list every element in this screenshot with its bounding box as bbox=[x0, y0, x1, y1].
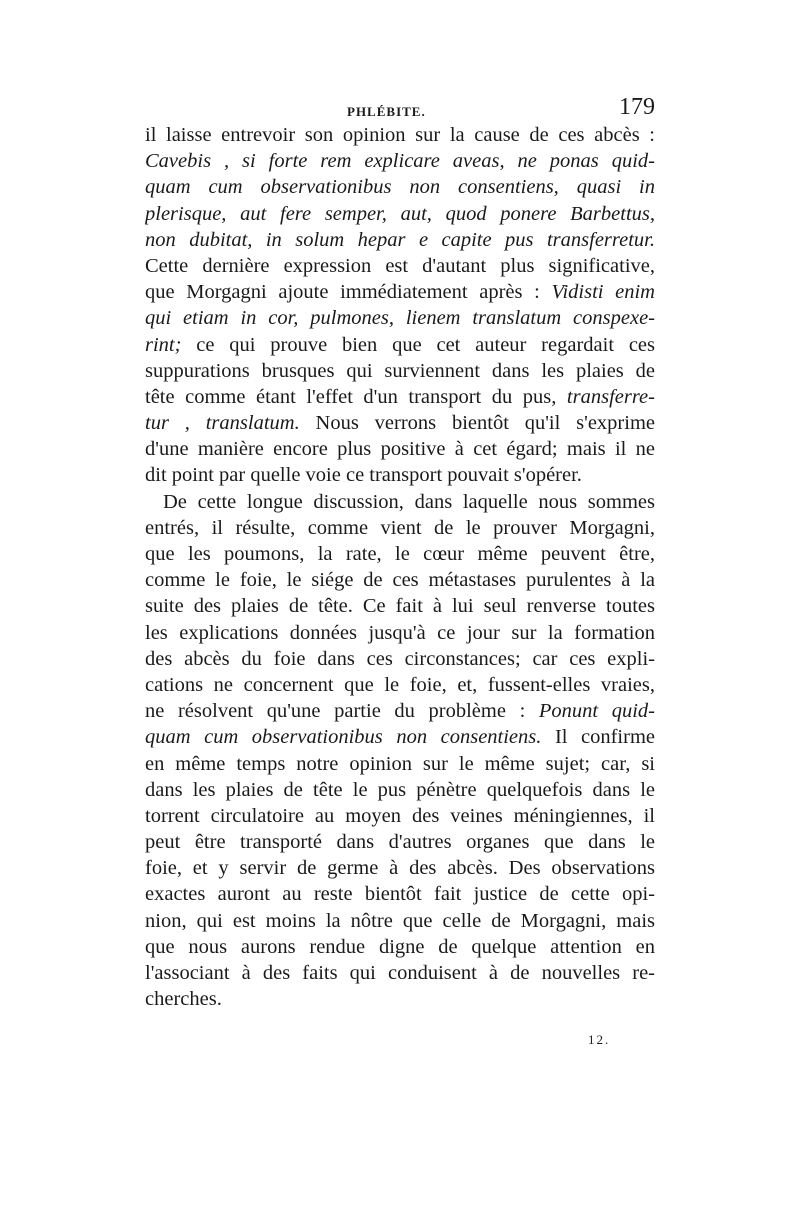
italic-text: non dubitat, in solum hepar e capite pus transferretur. bbox=[145, 228, 655, 251]
text-line: des abcès du foie dans ces circonstances; car ces expli- bbox=[145, 647, 655, 670]
text-line: torrent circulatoire au moyen des veines méningiennes, il bbox=[145, 804, 655, 827]
text-line: suppurations brusques qui surviennent dans les plaies de bbox=[145, 359, 655, 382]
text-line: cations ne concernent que le foie, et, fussent-elles vraies, bbox=[145, 673, 655, 696]
italic-text: rint; bbox=[145, 333, 182, 356]
text-line: exactes auront au reste bientôt fait justice de cette opi- bbox=[145, 883, 655, 906]
text-line bbox=[145, 305, 655, 331]
text-line: que les poumons, la rate, le cœur même peuvent être, bbox=[145, 543, 655, 565]
text-line bbox=[145, 227, 655, 253]
text-line: rint; ce qui prouve bien que cet auteur regardait ces bbox=[145, 333, 655, 356]
text-line: De cette longue discussion, dans laquelle nous sommes bbox=[163, 490, 655, 513]
text-line: dit point par quelle voie ce transport pouvait s'opérer. bbox=[145, 464, 582, 487]
italic-text: Ponunt quid- bbox=[538, 700, 655, 723]
body-text bbox=[145, 122, 655, 1012]
text-line bbox=[145, 174, 655, 200]
text-line bbox=[145, 201, 655, 227]
text-line: foie, et y servir de germe à des abcès. Des observations bbox=[145, 857, 655, 880]
text-line: suite des plaies de tête. Ce fait à lui seul renverse toutes bbox=[145, 595, 655, 618]
italic-text: tur , translatum. bbox=[145, 412, 300, 435]
text-line: les explications données jusqu'à ce jour sur la formation bbox=[145, 621, 655, 644]
signature-mark: 12. bbox=[588, 1032, 611, 1047]
text-line: comme le foie, le siége de ces métastases purulentes à la bbox=[145, 569, 655, 592]
italic-text: Vidisti enim bbox=[551, 281, 655, 304]
italic-text: qui etiam in cor, pulmones, lienem translatum conspexe- bbox=[145, 307, 655, 330]
text-line bbox=[145, 148, 655, 174]
text-line: nion, qui est moins la nôtre que celle de Morgagni, mais bbox=[145, 909, 655, 932]
text-line: ne résolvent qu'une partie du problème : Ponunt quid- bbox=[145, 700, 655, 723]
text-line: dans les plaies de tête le pus pénètre quelquefois dans le bbox=[145, 778, 655, 801]
text-line: que Morgagni ajoute immédiatement après : Vidisti enim bbox=[145, 281, 655, 304]
text-line: cherches. bbox=[145, 988, 222, 1011]
text-line: d'une manière encore plus positive à cet égard; mais il ne bbox=[145, 438, 655, 461]
page-number: 179 bbox=[619, 94, 655, 120]
italic-text: quam cum observationibus non consentiens. bbox=[145, 726, 542, 749]
text-line: que nous aurons rendue digne de quelque attention en bbox=[145, 935, 655, 958]
text-line: l'associant à des faits qui conduisent à de nouvelles re- bbox=[145, 962, 655, 984]
text-line: peut être transporté dans d'autres organes que dans le bbox=[145, 831, 655, 854]
text-line: quam cum observationibus non consentiens. Il confirme bbox=[145, 726, 655, 749]
italic-text: quam cum observationibus non consentiens, quasi in bbox=[145, 176, 655, 199]
running-head: PHLÉBITE. bbox=[347, 104, 426, 119]
italic-text: Cavebis , si forte rem explicare aveas, ne ponas quid- bbox=[145, 150, 655, 173]
text-line: tur , translatum. Nous verrons bientôt qu'il s'exprime bbox=[145, 412, 655, 435]
italic-text: plerisque, aut fere semper, aut, quod ponere Barbettus, bbox=[145, 202, 655, 225]
text-line: il laisse entrevoir son opinion sur la cause de ces abcès : bbox=[145, 124, 655, 146]
italic-text: transferre- bbox=[566, 385, 655, 408]
text-line: tête comme étant l'effet d'un transport du pus, transferre- bbox=[145, 385, 655, 408]
text-line: entrés, il résulte, comme vient de le prouver Morgagni, bbox=[145, 516, 655, 539]
text-line: Cette dernière expression est d'autant plus significative, bbox=[145, 254, 655, 277]
text-line: en même temps notre opinion sur le même sujet; car, si bbox=[145, 752, 655, 775]
